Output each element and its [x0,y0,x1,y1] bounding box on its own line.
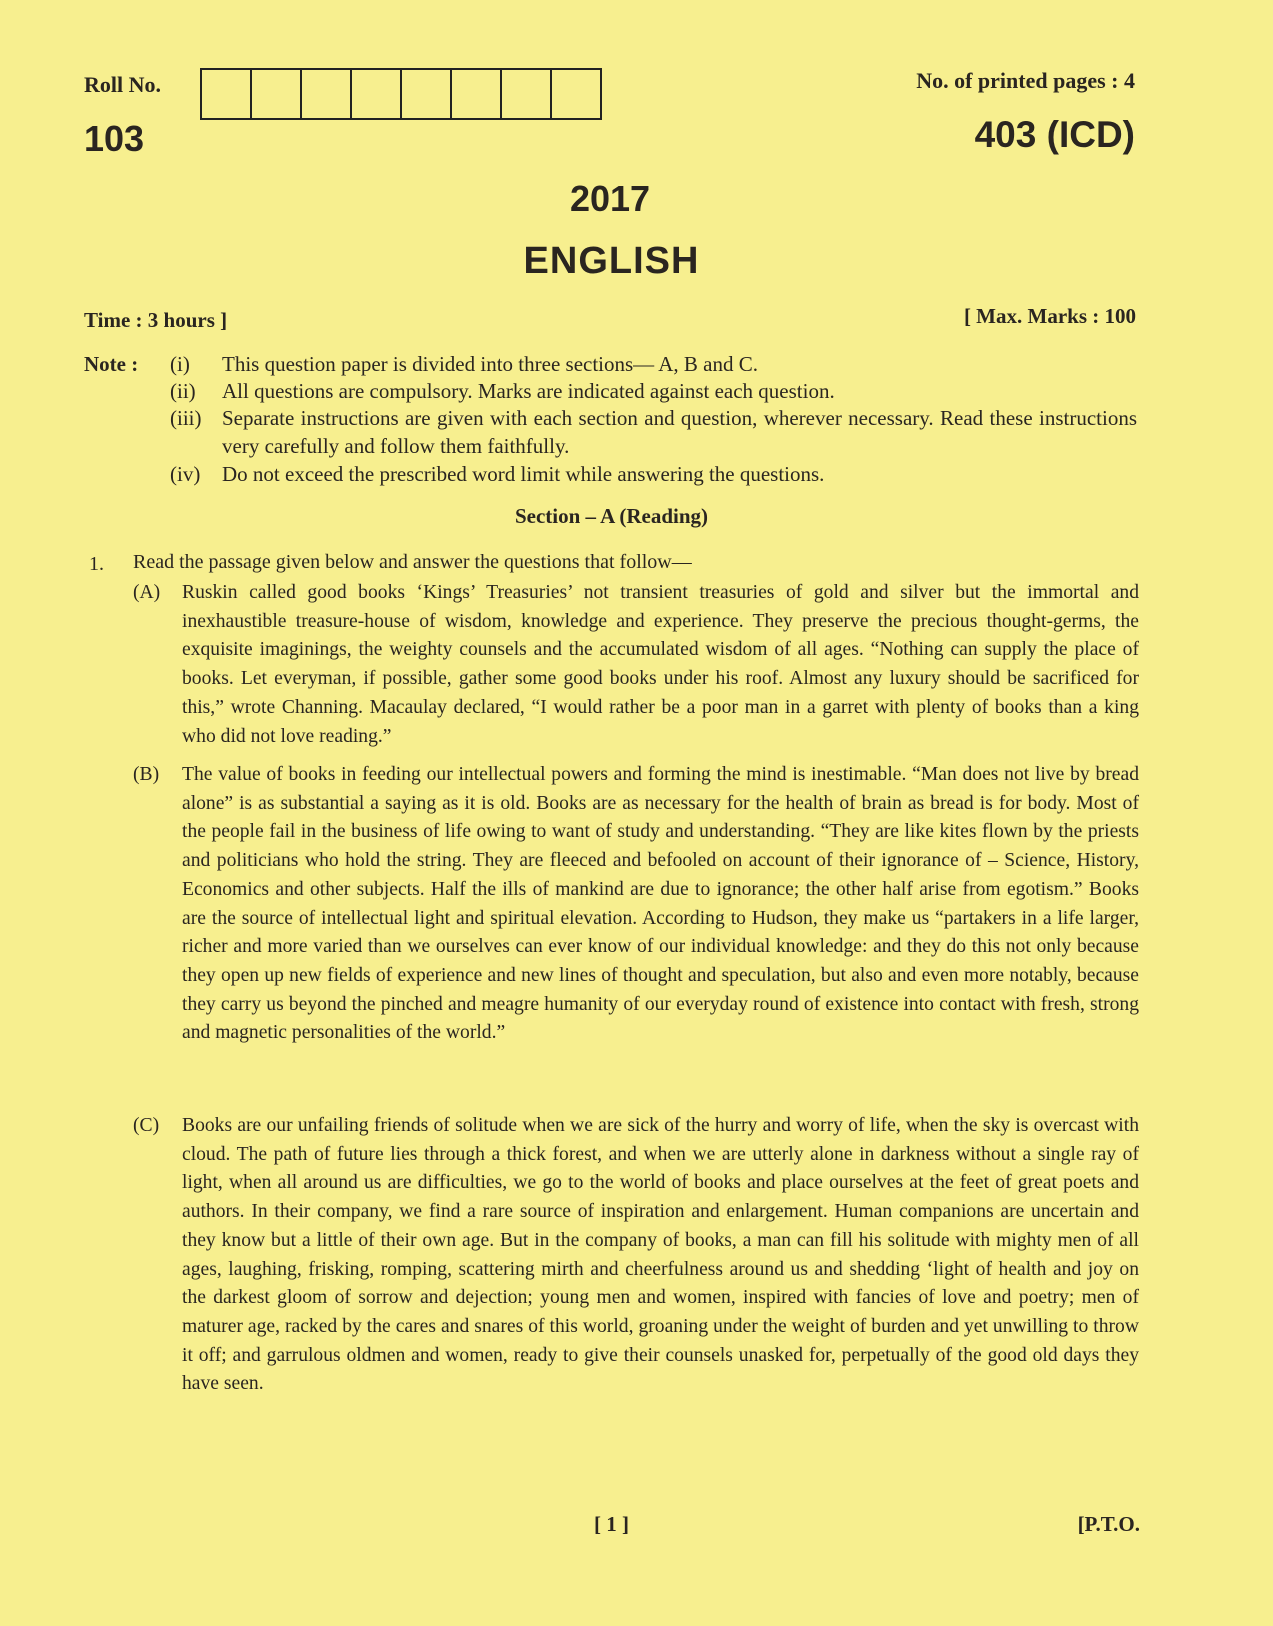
time-allowed: Time : 3 hours ] [84,308,228,332]
note-number: (iii) [170,406,202,430]
paper-code-right: 403 (ICD) [974,114,1135,155]
paragraph-label: (C) [133,1115,160,1136]
subject-title: ENGLISH [523,240,700,282]
note-item [0,350,1273,378]
section-title: Section – A (Reading) [514,504,709,528]
paragraph-text: Books are our unfailing friends of solitude when we are sick of the hurry and worry of life, when the sky is overcast with cloud. The path of future lies through a thick forest, and when we are utterly alone in darkness without a single ray of light, when all around us are difficulties, we go to the world of books and place ourselves at the feet of great poets and authors. In their company, we find a rare source of inspiration and enlargement. Human companions are uncertain and they know but a little of their own age. But in the company of books, a man can fill his solitude with mighty men of all ages, laughing, frisking, romping, scattering mirth and cheerfulness around us and shedding ‘light of health and joy on the darkest gloom of sorrow and dejection; young men and women, inspired with fancies of love and poetry; men of maturer age, racked by the cares and snares of this world, groaning under the weight of burden and yet unwilling to throw it off; and garrulous oldmen and women, ready to give their counsels unasked for, perpetually of the good old days they have seen. [182,1115,1139,1395]
paragraph-label: (A) [133,582,161,603]
roll-number-box [252,70,302,118]
note-text: This question paper is divided into three sections— A, B and C. [222,352,759,376]
paper-code-left: 103 [84,118,145,159]
roll-number-label: Roll No. [84,72,161,97]
roll-number-box [502,70,552,118]
note-number: (i) [170,352,190,376]
question-text: Read the passage given below and answer the questions that follow— [133,551,692,573]
paragraph-label: (B) [133,764,160,785]
note-item [0,404,1273,460]
note-number: (iv) [170,462,201,486]
note-label: Note : [84,352,139,376]
note-item [0,377,1273,405]
question-number: 1. [89,553,104,575]
exam-year: 2017 [569,178,651,219]
page-number: [ 1 ] [594,1512,629,1536]
roll-number-box [302,70,352,118]
note-text: All questions are compulsory. Marks are indicated against each question. [222,379,835,403]
max-marks: [ Max. Marks : 100 [963,304,1136,328]
printed-pages-label: No. of printed pages : 4 [916,68,1135,93]
roll-number-box [352,70,402,118]
pto-label: [P.T.O. [1077,1512,1140,1536]
note-item [0,460,1273,488]
paragraph-text: Ruskin called good books ‘Kings’ Treasuries’ not transient treasuries of gold and silver but the immortal and inexhaustible treasure-house of wisdom, knowledge and experience. They preserve the precious thought-germs, the exquisite imaginings, the weighty counsels and the accumulated wisdom of all ages. “Nothing can supply the place of books. Let everyman, if possible, gather some good books under his roof. Almost any luxury should be sacrificed for this,” wrote Channing. Macaulay declared, “I would rather be a poor man in a garret with plenty of books than a king who did not love reading.” [182,582,1139,747]
roll-number-boxes [200,68,602,120]
paragraph-text: The value of books in feeding our intellectual powers and forming the mind is inestimable. “Man does not live by bread alone” is as substantial a saying as it is old. Books are as necessary for the health of brain as bread is for body. Most of the people fail in the business of life owing to want of study and understanding. “They are like kites flown by the priests and politicians who hold the string. They are fleeced and befooled on account of their ignorance of – Science, History, Economics and other subjects. Half the ills of mankind are due to ignorance; the other half arise from egotism.” Books are the source of intellectual light and spiritual elevation. According to Hudson, they make us “partakers in a life larger, richer and more varied than we ourselves can ever know of our individual knowledge: and they do this not only because they open up new fields of experience and new lines of thought and speculation, but also and even more notably, because they carry us beyond the pinched and meagre humanity of our everyday round of existence into contact with fresh, strong and magnetic personalities of the world.” [182,764,1139,1044]
note-text: Do not exceed the prescribed word limit while answering the questions. [222,462,825,486]
note-text: Separate instructions are given with each section and question, wherever necessary. Read these instructions very carefully and follow them faithfully. [222,406,1137,458]
note-number: (ii) [170,379,196,403]
roll-number-box [202,70,252,118]
roll-number-box [452,70,502,118]
roll-number-box [402,70,452,118]
roll-number-box [552,70,600,118]
